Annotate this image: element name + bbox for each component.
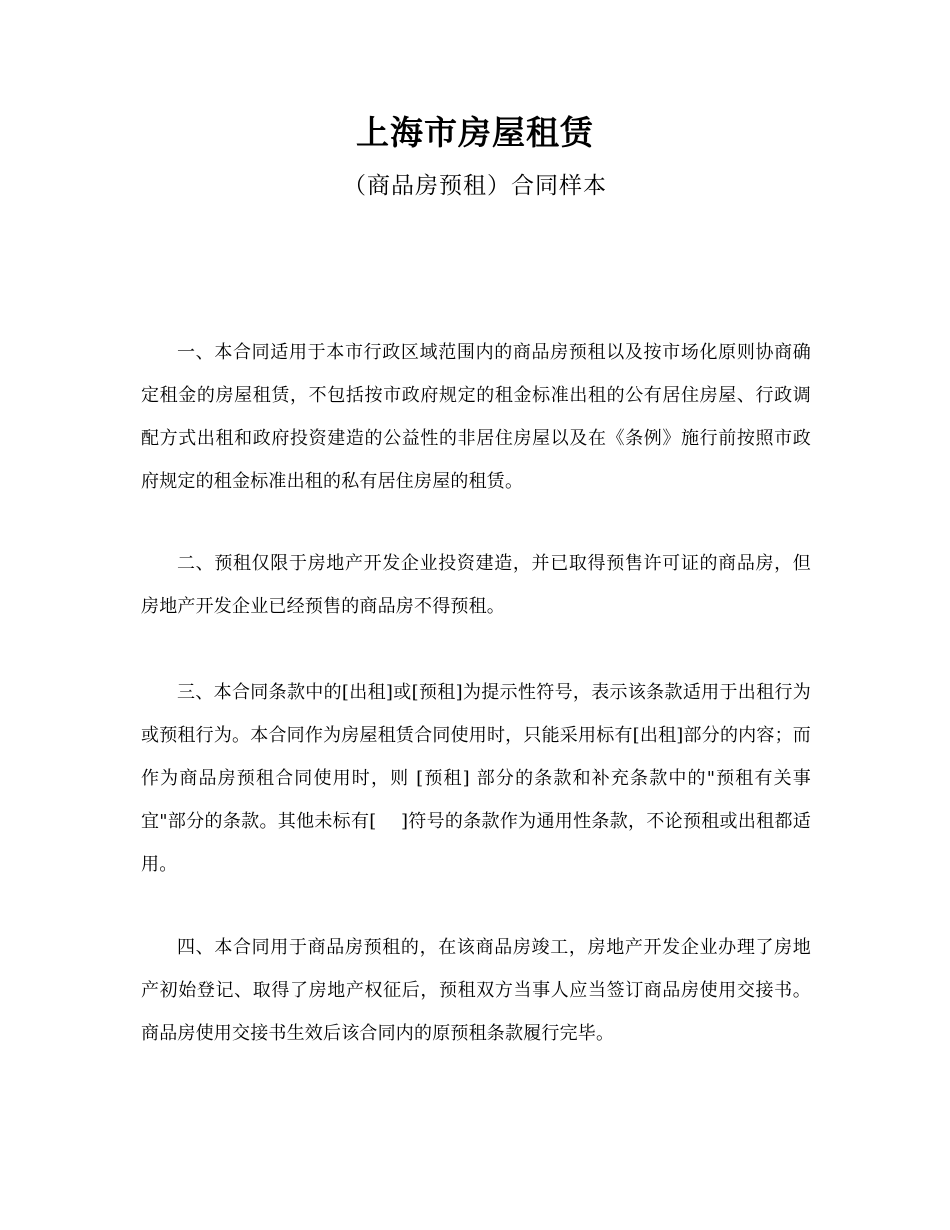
paragraph-3: 三、本合同条款中的[出租]或[预租]为提示性符号，表示该条款适用于出租行为或预租行为。本合同作为房屋租赁合同使用时，只能采用标有[出租]部分的内容；而作为商品房预租合同使用时，则 [预租] 部分的条款和补充条款中的"预租有关事宜"部分的条款。其他未标有[ ]符号的条款作为通用性条款，不论预租或出租都适用。 [141, 682, 811, 875]
document-title: 上海市房屋租赁 [356, 113, 594, 152]
paragraph-2: 二、预租仅限于房地产开发企业投资建造，并已取得预售许可证的商品房，但房地产开发企业已经预售的商品房不得预租。 [141, 553, 811, 617]
paragraph-4: 四、本合同用于商品房预租的，在该商品房竣工，房地产开发企业办理了房地产初始登记、取得了房地产权征后，预租双方当事人应当签订商品房使用交接书。商品房使用交接书生效后该合同内的原预租条款履行完毕。 [141, 937, 811, 1044]
document-subtitle: （商品房预租）合同样本 [343, 173, 607, 199]
paragraph-1: 一、本合同适用于本市行政区域范围内的商品房预租以及按市场化原则协商确定租金的房屋租赁，不包括按市政府规定的租金标准出租的公有居住房屋、行政调配方式出租和政府投资建造的公益性的非居住房屋以及在《条例》施行前按照市政府规定的租金标准出租的私有居住房屋的租赁。 [141, 342, 811, 492]
